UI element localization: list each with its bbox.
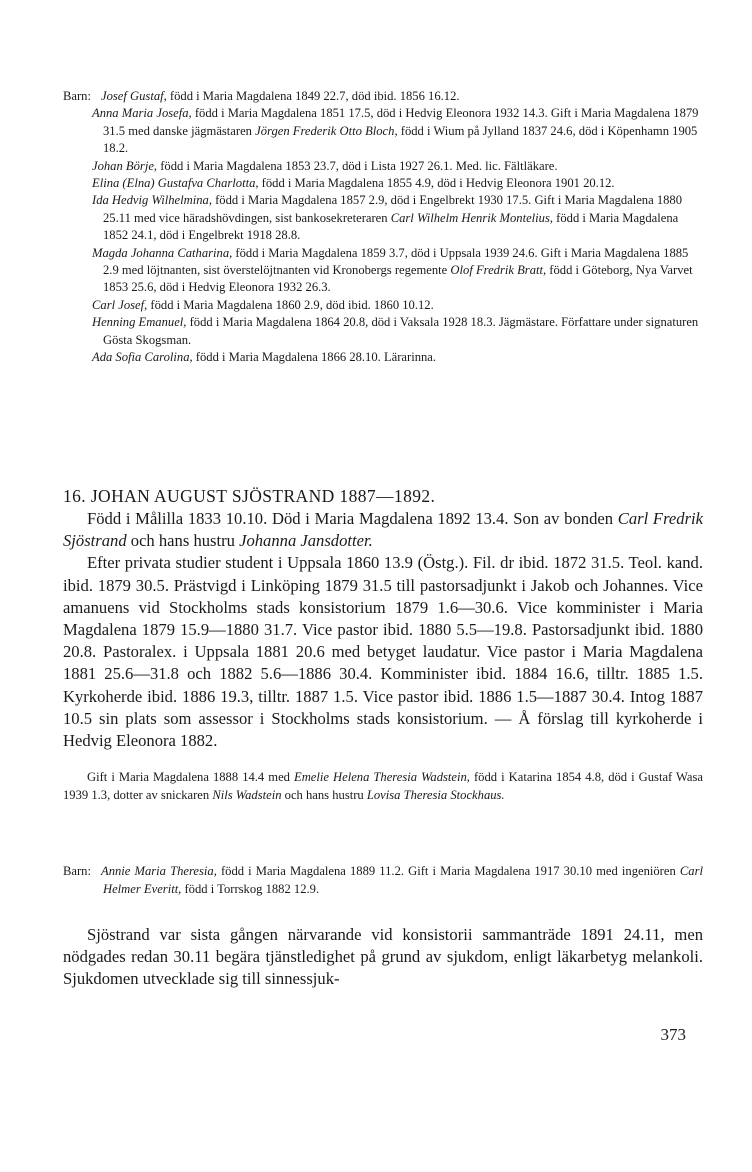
list-item: Johan Börje, född i Maria Magdalena 1853 23.7, död i Lista 1927 26.1. Med. lic. Fältläkare. — [92, 158, 558, 173]
closing-paragraph: Sjöstrand var sista gången närvarande vid konsistorii sammanträde 1891 24.11, men nödgades redan 30.11 begära tjänstledighet på grund av sjukdom, enligt läkarbetyg melankoli. Sjukdomen utvecklade sig till sinnessjuk- — [63, 925, 703, 989]
children-label: Barn: — [63, 89, 91, 103]
list-item: Henning Emanuel, född i Maria Magdalena 1864 20.8, död i Vaksala 1928 18.3. Jägmästare. Författare under signaturen Gösta Skogsman. — [92, 315, 699, 347]
marriage-note: Gift i Maria Magdalena 1888 14.4 med Emelie Helena Theresia Wadstein, född i Katarina 1854 4.8, död i Gustaf Wasa 1939 1.3, dotter av snickaren Nils Wadstein och hans hustru Lovisa Theresia Stockhaus. — [63, 770, 704, 802]
biography — [63, 508, 703, 752]
list-item: Ida Hedvig Wilhelmina, född i Maria Magdalena 1857 2.9, död i Engelbrekt 1930 17.5. Gift i Maria Magdalena 1880 25.11 med vice häradshövdingen, sist bankosekreteraren Carl Wilhelm Henrik Montelius, född i Maria Magdalena 1852 24.1, död i Engelbrekt 1918 28.8. — [92, 193, 683, 243]
section-heading: 16. JOHAN AUGUST SJÖSTRAND 1887—1892. — [63, 486, 436, 506]
list-item: Elina (Elna) Gustafva Charlotta, född i Maria Magdalena 1855 4.9, död i Hedvig Eleonora 1901 20.12. — [92, 176, 615, 191]
birth-paragraph: Född i Målilla 1833 10.10. Död i Maria Magdalena 1892 13.4. Son av bonden Carl Fredrik Sjöstrand och hans hustru Johanna Jansdotter. — [63, 509, 703, 551]
children-list-2 — [63, 863, 703, 898]
list-item: Ada Sofia Carolina, född i Maria Magdalena 1866 28.10. Lärarinna. — [92, 350, 437, 365]
page-number: 373 — [660, 1025, 686, 1044]
list-item: Anna Maria Josefa, född i Maria Magdalena 1851 17.5, död i Hedvig Eleonora 1932 14.3. Gift i Maria Magdalena 1879 31.5 med danske jägmästaren Jörgen Frederik Otto Bloch, född i Wium på Jylland 1837 24.6, död i Köpenhamn 1905 18.2. — [92, 106, 699, 156]
list-item: Magda Johanna Catharina, född i Maria Magdalena 1859 3.7, död i Uppsala 1939 24.6. Gift i Maria Magdalena 1885 2.9 med löjtnanten, sist överstelöjtnanten vid Kronobergs regemente Olof Fredrik Bratt, född i Göteborg, Nya Varvet 1853 25.6, död i Hedvig Eleonora 1932 26.3. — [92, 245, 693, 295]
career-paragraph: Efter privata studier student i Uppsala 1860 13.9 (Östg.). Fil. dr ibid. 1872 31.5. Teol. kand. ibid. 1879 30.5. Prästvigd i Linköping 1879 31.5 till pastorsadjunkt i Jakob och Johannes. Vice amanuens vid Stockholms stads konsistorium 1879 1.6—30.6. Vice komminister i Maria Magdalena 1879 15.9—1880 31.7. Vice pastor ibid. 1880 5.5—19.8. Pastorsadjunkt ibid. 1880 20.8. Pastoralex. i Uppsala 1881 20.6 med betyget laudatur. Vice pastor i Maria Magdalena 1881 25.6—31.8 och 1882 5.6—1886 30.4. Komminister ibid. 1884 16.6, tilltr. 1885 1.5. Kyrkoherde ibid. 1886 19.3, tilltr. 1887 1.5. Vice pastor ibid. 1886 1.5—1887 30.4. Intog 1887 10.5 sin plats som assessor i Stockholms stads konsistorium. — Å förslag till kyrkoherde i Hedvig Eleonora 1882. — [63, 553, 703, 751]
children-list — [63, 88, 703, 367]
list-item: Barn: Annie Maria Theresia, född i Maria Magdalena 1889 11.2. Gift i Maria Magdalena 1917 30.10 med ingeniören Carl Helmer Everitt, född i Torrskog 1882 12.9. — [63, 864, 703, 896]
list-item: Barn: Josef Gustaf, född i Maria Magdalena 1849 22.7, död ibid. 1856 16.12. — [63, 88, 703, 105]
list-item: Carl Josef, född i Maria Magdalena 1860 2.9, död ibid. 1860 10.12. — [92, 297, 434, 312]
